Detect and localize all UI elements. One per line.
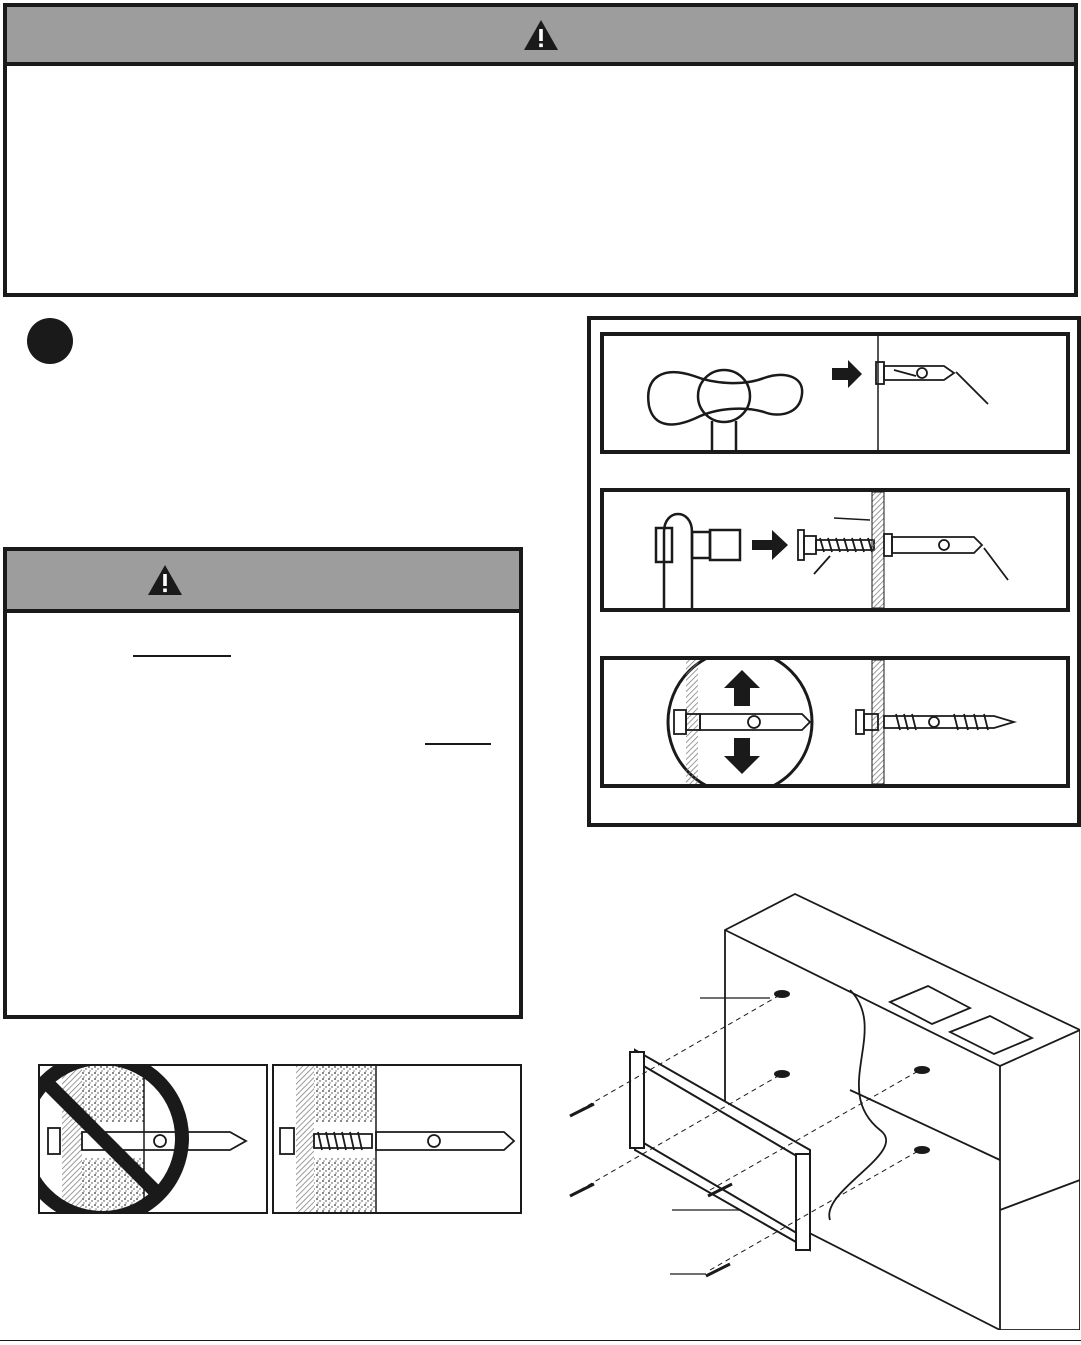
step-number-circle (27, 318, 73, 364)
inner-warning-header (7, 551, 519, 613)
wall-plate-on-cinder-block (560, 890, 1080, 1330)
anchor-icon (884, 534, 1008, 580)
correct-anchor-installation (272, 1064, 522, 1214)
top-warning-header (7, 7, 1074, 66)
anchor-expands-in-wall (600, 656, 1070, 788)
warning-triangle-icon (523, 19, 559, 51)
arrow-right-icon (832, 360, 862, 388)
incorrect-anchor-installation (38, 1064, 268, 1214)
arrow-right-icon (752, 530, 788, 560)
install-sequence-figure (587, 316, 1081, 827)
hammer-icon (648, 372, 802, 424)
ratchet-icon (656, 514, 740, 608)
wall-plate-icon (630, 1050, 810, 1250)
anchor-icon (876, 362, 988, 404)
screw-icon (798, 530, 874, 574)
underline-mark (425, 743, 491, 745)
hammer-insert-anchor (600, 332, 1070, 454)
top-warning-box (3, 3, 1078, 297)
inner-warning-box (3, 547, 523, 1019)
underline-mark (133, 655, 231, 657)
ratchet-drive-screw (600, 488, 1070, 612)
bottom-rule (0, 1340, 1081, 1341)
warning-triangle-icon (147, 564, 183, 596)
